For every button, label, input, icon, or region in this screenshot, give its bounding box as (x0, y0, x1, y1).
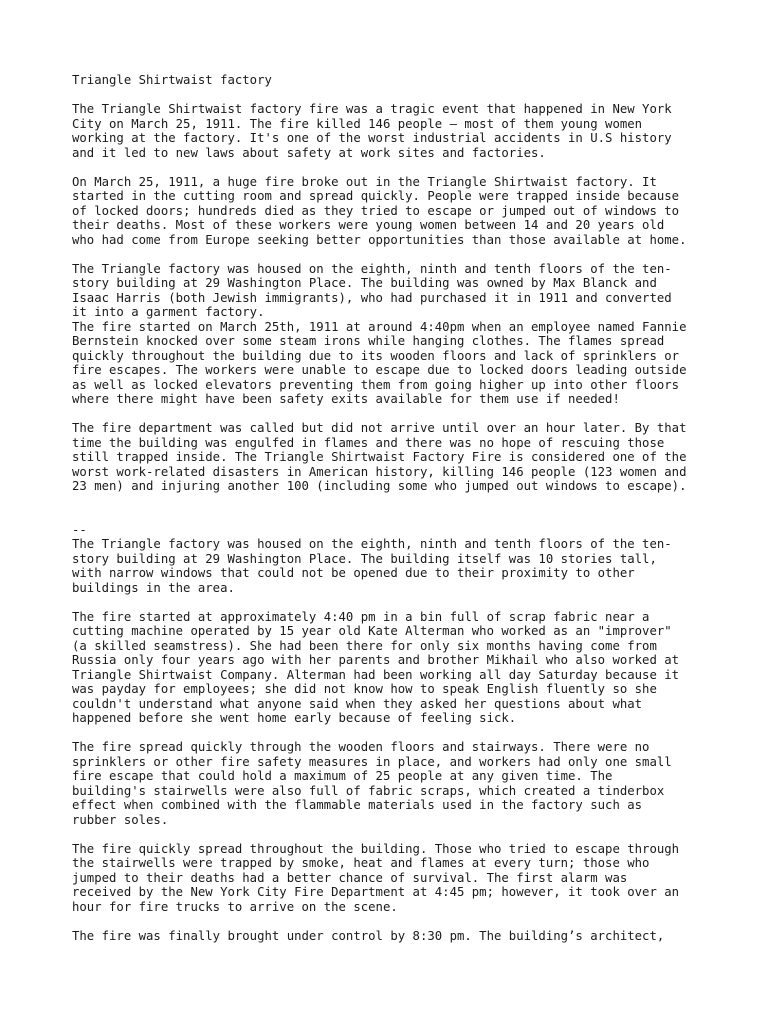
paragraph-escape-attempts: The fire quickly spread throughout the building. Those who tried to escape through the stairwells were trapped by smoke, heat and flames at every turn; those who jumped to their deaths had a better chance of survival. The first alarm was received by the New York City Fire Department at 4:45 pm; however, it took over an hour for fire trucks to arrive on the scene. (72, 841, 680, 914)
paragraph-fire-department: The fire department was called but did not arrive until over an hour later. By that time the building was engulfed in flames and there was no hope of rescuing those still trapped inside. The Triangle Shirtwaist Factory Fire is considered one of the worst work-related disasters in American history, killing 146 people (123 women and 23 men) and injuring another 100 (including some who jumped out windows to escape). (72, 421, 687, 493)
section-gap (72, 508, 712, 523)
paragraph-fire-spread: The fire spread quickly through the wooden floors and stairways. There were no sprinklers or other fire safety measures in place, and workers had only one small fire escape that could hold a maximum of 25 people at any given time. The building's stairwells were also full of fabric scraps, which created a tinderbox effect when combined with the flammable materials used in the factory such as rubber soles. (72, 740, 672, 827)
paragraph-fire-outbreak: On March 25, 1911, a huge fire broke out in the Triangle Shirtwaist factory. It started in the cutting room and spread quickly. People were trapped inside because of locked doors; hundreds died as they tried to escape or jumped out of windows to their deaths. Most of these workers were young women between 14 and 20 years old who had come from Europe seeking better opportunities than those available at home. (72, 174, 687, 247)
paragraph-fire-start: The fire started on March 25th, 1911 at around 4:40pm when an employee named Fannie Bernstein knocked over some steam irons while hanging clothes. The flames spread quickly throughout the building due to its wooden floors and lack of sprinklers or fire escapes. The workers were unable to escape due to locked doors leading outside as well as locked elevators preventing them from going higher up into other floors where there might have been safety exits available for them use if needed! (72, 319, 687, 406)
document-page (72, 73, 712, 958)
document-title: Triangle Shirtwaist factory (72, 73, 272, 87)
paragraph-under-control: The fire was finally brought under control by 8:30 pm. The building’s architect, (72, 928, 665, 943)
paragraph-intro: The Triangle Shirtwaist factory fire was a tragic event that happened in New York City on March 25, 1911. The fire killed 146 people – most of them young women working at the factory. It's one of the worst industrial accidents in U.S history and it led to new laws about safety at work sites and factories. (72, 102, 672, 160)
paragraph-kate-alterman: The fire started at approximately 4:40 pm in a bin full of scrap fabric near a cutting machine operated by 15 year old Kate Alterman who worked as an "improver" (a skilled seamstress). She had been there for only six months having come from Russia only four years ago with her parents and brother Mikhail who also worked at Triangle Shirtwaist Company. Alterman had been working all day Saturday because it was payday for employees; she did not know how to speak English fluently so she couldn't understand what anyone said when they asked her questions about what happened before she went home early because of feeling sick. (72, 609, 680, 725)
paragraph-building-owners: The Triangle factory was housed on the eighth, ninth and tenth floors of the ten- story building at 29 Washington Place. The building was owned by Max Blanck and Isaac Harris (both Jewish immigrants), who had purchased it in 1911 and converted it into a garment factory. (72, 261, 672, 319)
paragraph-building-description: -- The Triangle factory was housed on the eighth, ninth and tenth floors of the ten- story building at 29 Washington Place. The building itself was 10 stories tall, with narrow windows that could not be opened due to their proximity to other buildings in the area. (72, 522, 672, 595)
